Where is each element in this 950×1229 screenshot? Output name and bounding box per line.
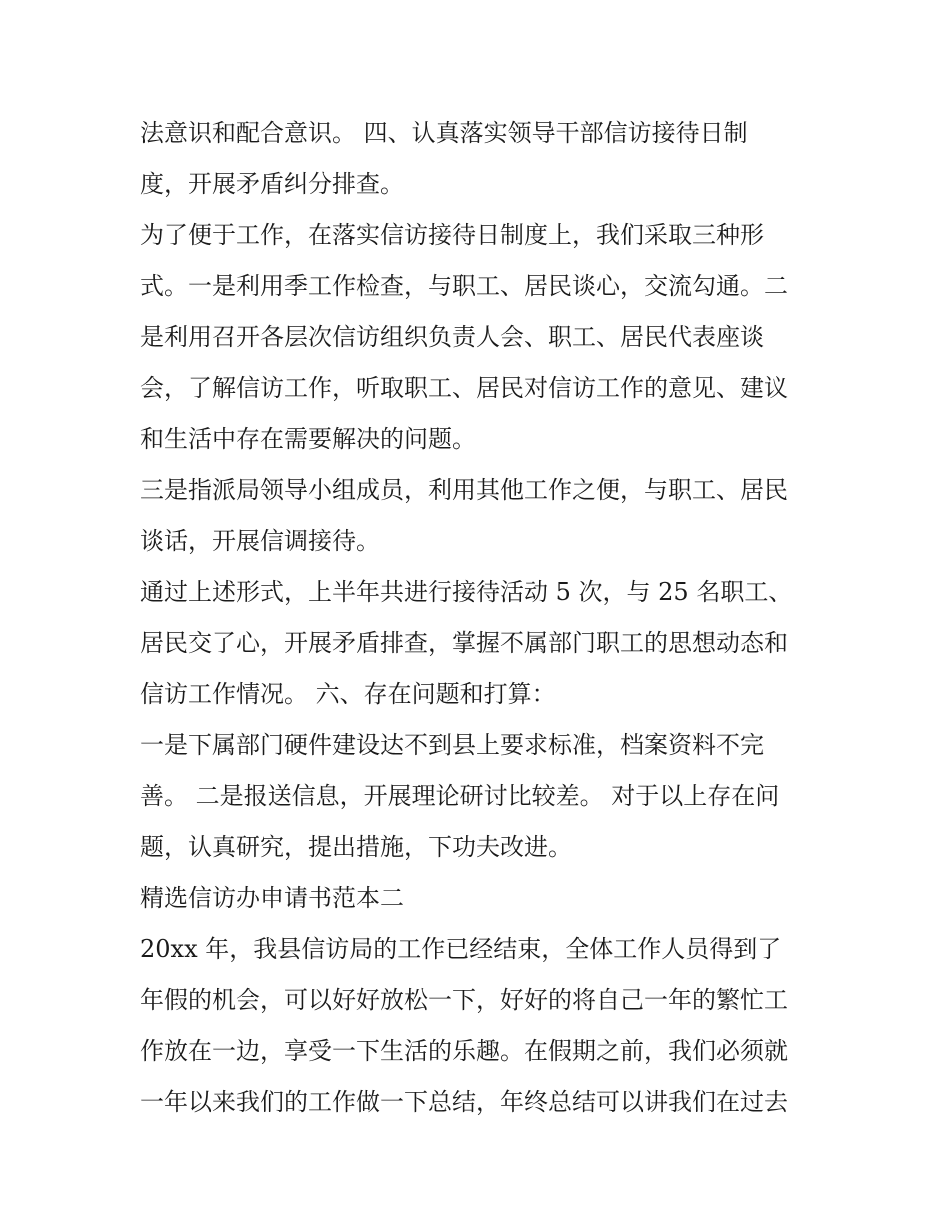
text-line: 题，认真研究，提出措施，下功夫改进。 <box>140 833 572 861</box>
document-body <box>140 108 840 1128</box>
section-heading: 精选信访办申请书范本二 <box>140 884 404 912</box>
text-line: 信访工作情况。 六、存在问题和打算： <box>140 680 556 708</box>
text-line: 20xx 年，我县信访局的工作已经结束，全体工作人员得到了 <box>140 935 782 963</box>
text-line: 一是下属部门硬件建设达不到县上要求标准，档案资料不完 <box>140 731 764 759</box>
text-line: 一年以来我们的工作做一下总结，年终总结可以讲我们在过去 <box>140 1088 788 1116</box>
text-line: 三是指派局领导小组成员，利用其他工作之便，与职工、居民 <box>140 476 788 504</box>
text-line: 和生活中存在需要解决的问题。 <box>140 425 476 453</box>
text-line: 是利用召开各层次信访组织负责人会、职工、居民代表座谈 <box>140 323 764 351</box>
text-line: 善。 二是报送信息，开展理论研讨比较差。 对于以上存在问 <box>140 782 780 810</box>
text-line: 作放在一边，享受一下生活的乐趣。在假期之前，我们必须就 <box>140 1037 788 1065</box>
text-line: 式。一是利用季工作检查，与职工、居民谈心，交流勾通。二 <box>140 272 788 300</box>
text-line: 为了便于工作，在落实信访接待日制度上，我们采取三种形 <box>140 221 764 249</box>
text-line: 年假的机会，可以好好放松一下，好好的将自己一年的繁忙工 <box>140 986 788 1014</box>
text-line: 谈话，开展信调接待。 <box>140 527 380 555</box>
text-line: 度，开展矛盾纠分排查。 <box>140 170 404 198</box>
text-line: 法意识和配合意识。 四、认真落实领导干部信访接待日制 <box>140 119 748 147</box>
text-line: 会，了解信访工作，听取职工、居民对信访工作的意见、建议 <box>140 374 788 402</box>
text-line: 居民交了心，开展矛盾排查，掌握不属部门职工的思想动态和 <box>140 629 788 657</box>
text-line: 通过上述形式，上半年共进行接待活动 5 次，与 25 名职工、 <box>140 578 793 606</box>
